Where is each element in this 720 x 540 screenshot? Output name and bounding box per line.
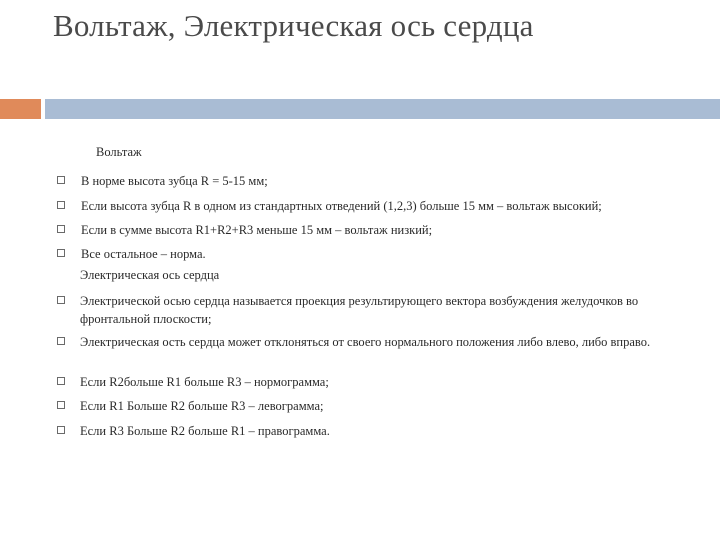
accent-bar-blue [45,99,720,119]
axis-item [57,373,687,391]
square-bullet-icon [57,201,65,209]
square-bullet-icon [57,377,65,385]
slide-title: Вольтаж, Электрическая ось сердца [53,8,534,43]
axis-item [57,397,687,415]
square-bullet-icon [57,176,65,184]
square-bullet-icon [57,296,65,304]
square-bullet-icon [57,426,65,434]
voltage-heading: Вольтаж [96,145,142,159]
accent-bar-orange [0,99,41,119]
square-bullet-icon [57,401,65,409]
voltage-item [57,172,687,190]
axis-heading: Электрическая ось сердца [80,268,220,282]
axis-item-text: Электрической осью сердца называется проекция результирующего вектора возбуждения желудочков во фронтальной плоскости; [80,294,639,326]
voltage-item [57,197,687,215]
axis-item [57,333,687,351]
voltage-item-text: В норме высота зубца R = 5-15 мм; [81,174,268,188]
square-bullet-icon [57,225,65,233]
axis-item-text: Если R2больше R1 больше R3 – нормограмма; [80,375,329,389]
axis-item-text: Электрическая ость сердца может отклоняться от своего нормального положения либо влево, либо вправо. [80,335,651,349]
voltage-item-text: Если высота зубца R в одном из стандартных отведений (1,2,3) больше 15 мм – вольтаж высокий; [81,199,602,213]
axis-item [57,292,687,328]
voltage-item-text: Все остальное – норма. [81,247,206,261]
voltage-item-text: Если в сумме высота R1+R2+R3 меньше 15 мм – вольтаж низкий; [81,223,433,237]
axis-item-text: Если R1 Больше R2 больше R3 – левограмма; [80,399,324,413]
square-bullet-icon [57,337,65,345]
axis-item-text: Если R3 Больше R2 больше R1 – правограмма. [80,424,330,438]
axis-item [57,422,687,440]
voltage-item [57,221,687,239]
square-bullet-icon [57,249,65,257]
voltage-item [57,245,687,263]
